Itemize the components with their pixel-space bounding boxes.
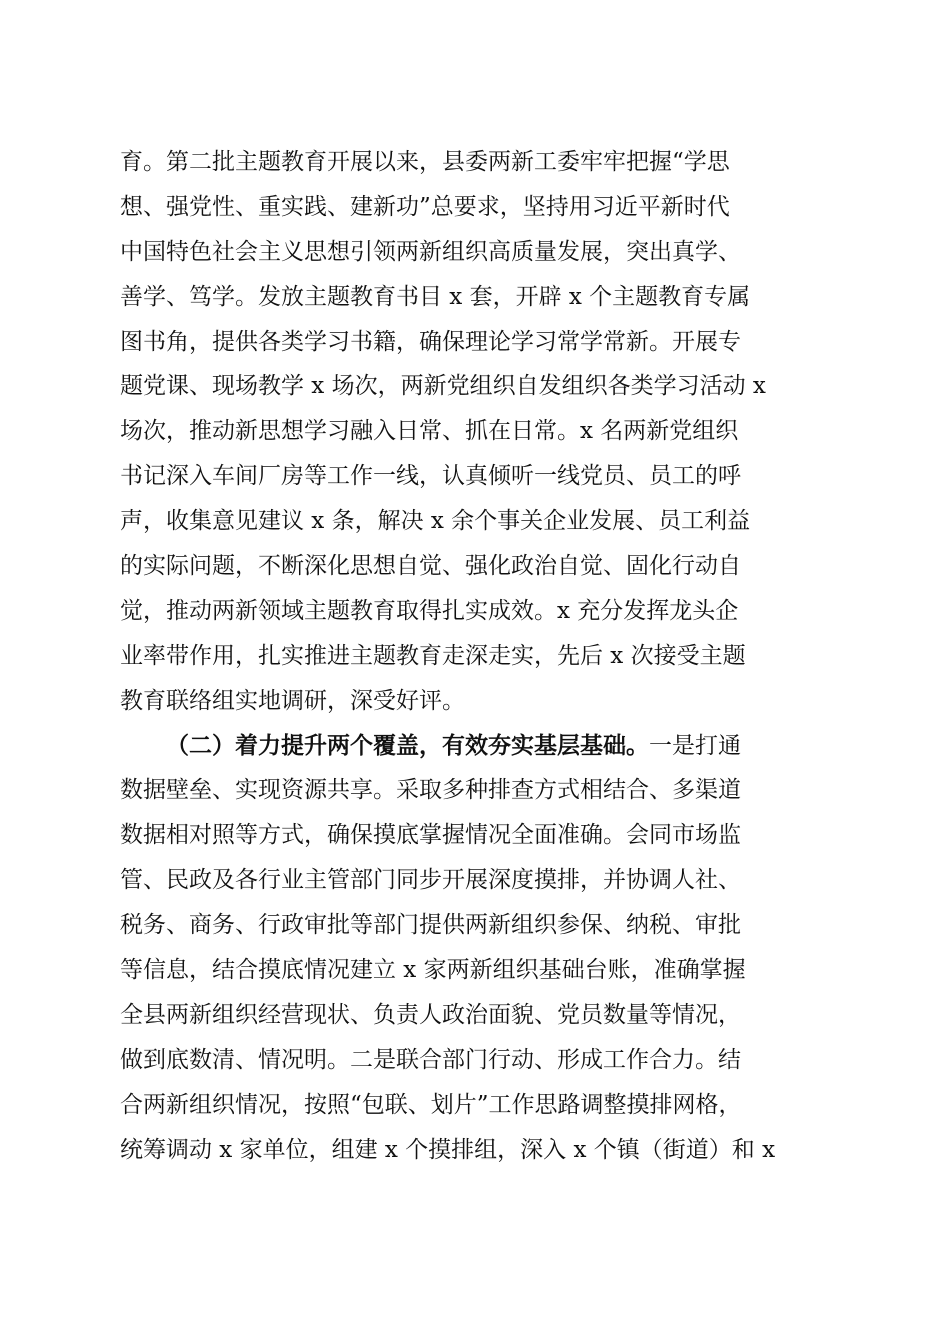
text-run: 一是打通 (649, 732, 741, 759)
text-line: 想、强党性、重实践、建新功”总要求，坚持用习近平新时代 (120, 193, 730, 220)
text-line: 合两新组织情况，按照“包联、划片”工作思路调整摸排网格， (120, 1091, 742, 1118)
text-line: 数据相对照等方式，确保摸底掌握情况全面准确。会同市场监 (120, 822, 741, 849)
paragraph-2 (120, 724, 832, 1173)
text-line: 声，收集意见建议 x 条，解决 x 余个事关企业发展、员工利益 (120, 508, 751, 535)
text-line (120, 724, 832, 769)
text-line: 业率带作用，扎实推进主题教育走深走实，先后 x 次接受主题 (120, 642, 746, 669)
text-line: 管、民政及各行业主管部门同步开展深度摸排，并协调人社、 (120, 867, 741, 894)
text-line: 数据壁垒、实现资源共享。采取多种排查方式相结合、多渠道 (120, 777, 741, 804)
text-line: 税务、商务、行政审批等部门提供两新组织参保、纳税、审批 (120, 912, 741, 939)
text-line: 图书角，提供各类学习书籍，确保理论学习常学常新。开展专 (120, 328, 741, 355)
text-line: 书记深入车间厂房等工作一线，认真倾听一线党员、员工的呼 (120, 463, 741, 490)
text-line: 善学、笃学。发放主题教育书目 x 套，开辟 x 个主题教育专属 (120, 283, 751, 310)
document-body (120, 140, 832, 1172)
text-line: 等信息，结合摸底情况建立 x 家两新组织基础台账，准确掌握 (120, 957, 746, 984)
text-line: 教育联络组实地调研，深受好评。 (120, 687, 465, 714)
text-line: 中国特色社会主义思想引领两新组织高质量发展，突出真学、 (120, 238, 741, 265)
text-line: 全县两新组织经营现状、负责人政治面貌、党员数量等情况， (120, 1001, 741, 1028)
paragraph-1 (120, 140, 832, 724)
text-line: 的实际问题，不断深化思想自觉、强化政治自觉、固化行动自 (120, 553, 741, 580)
text-line: 题党课、现场教学 x 场次，两新党组织自发组织各类学习活动 x (120, 373, 766, 400)
text-line: 觉，推动两新领域主题教育取得扎实成效。x 充分发挥龙头企 (120, 597, 739, 624)
section-heading: （二）着力提升两个覆盖，有效夯实基层基础。 (166, 731, 649, 759)
text-line: 做到底数清、情况明。二是联合部门行动、形成工作合力。结 (120, 1046, 741, 1073)
text-line: 统筹调动 x 家单位，组建 x 个摸排组，深入 x 个镇（街道）和 x (120, 1136, 776, 1163)
text-line: 育。第二批主题教育开展以来，县委两新工委牢牢把握“学思 (120, 149, 730, 175)
text-line: 场次，推动新思想学习融入日常、抓在日常。x 名两新党组织 (120, 418, 739, 445)
